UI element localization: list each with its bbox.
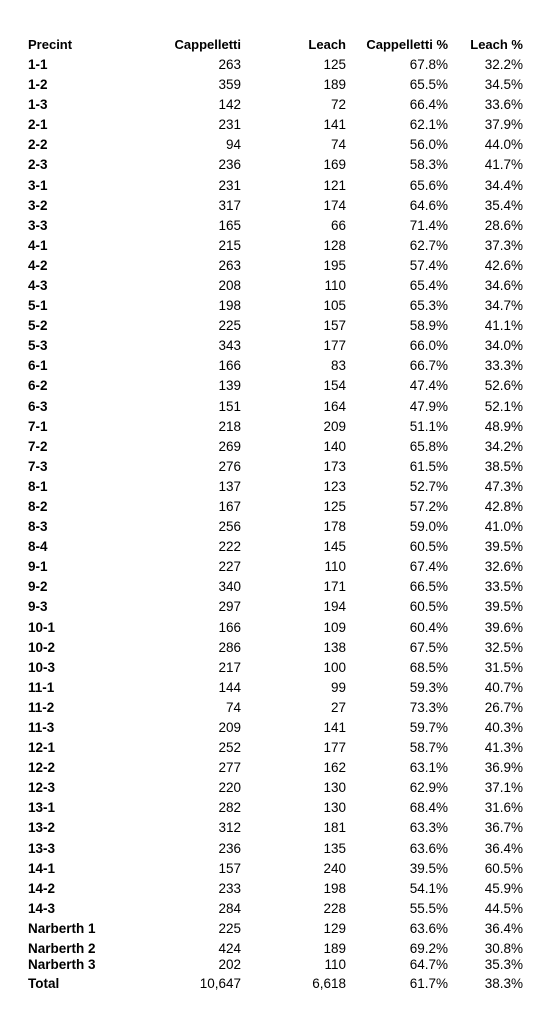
cappelletti-votes-cell: 263 [218, 57, 241, 72]
cappelletti-votes-cell: 282 [218, 800, 241, 815]
precinct-cell: 4-1 [28, 238, 48, 253]
cappelletti-votes-cell: 157 [218, 861, 241, 876]
table-row [0, 115, 547, 135]
cappelletti-pct-cell: 67.4% [409, 559, 448, 574]
leach-votes-cell: 138 [323, 640, 346, 655]
table-row [0, 75, 547, 95]
leach-pct-cell: 37.3% [484, 238, 523, 253]
table-row [0, 155, 547, 175]
cappelletti-pct-cell: 51.1% [409, 419, 448, 434]
leach-votes-cell: 129 [323, 921, 346, 936]
precinct-cell: Narberth 3 [28, 957, 96, 972]
precinct-cell: 2-1 [28, 117, 48, 132]
leach-pct-cell: 38.5% [484, 459, 523, 474]
table-row [0, 859, 547, 879]
cappelletti-votes-cell: 74 [225, 700, 241, 715]
cappelletti-votes-cell: 233 [218, 881, 241, 896]
cappelletti-votes-cell: 198 [218, 298, 241, 313]
leach-pct-cell: 36.7% [484, 820, 523, 835]
column-header-precinct: Precint [28, 37, 73, 52]
table-row [0, 517, 547, 537]
cappelletti-votes-cell: 222 [218, 539, 241, 554]
precinct-cell: 13-2 [28, 820, 56, 835]
table-row [0, 336, 547, 356]
cappelletti-votes-cell: 139 [218, 378, 241, 393]
precinct-cell: 10-2 [28, 640, 56, 655]
leach-votes-cell: 141 [323, 720, 346, 735]
leach-votes-cell: 141 [323, 117, 346, 132]
leach-pct-cell: 42.6% [484, 258, 523, 273]
leach-votes-cell: 128 [323, 238, 346, 253]
cappelletti-votes-cell: 424 [218, 941, 241, 956]
leach-votes-cell: 130 [323, 800, 346, 815]
leach-pct-cell: 52.6% [484, 378, 523, 393]
cappelletti-pct-cell: 65.5% [409, 77, 448, 92]
precinct-cell: Narberth 1 [28, 921, 96, 936]
table-row [0, 718, 547, 738]
cappelletti-pct-cell: 59.7% [409, 720, 448, 735]
leach-votes-cell: 189 [323, 941, 346, 956]
cappelletti-pct-cell: 58.3% [409, 157, 448, 172]
cappelletti-votes-cell: 94 [225, 137, 241, 152]
table-row [0, 955, 547, 975]
table-row [0, 839, 547, 859]
cappelletti-pct-cell: 71.4% [409, 218, 448, 233]
cappelletti-pct-cell: 61.7% [409, 976, 448, 991]
precinct-cell: 5-3 [28, 338, 48, 353]
leach-votes-cell: 174 [323, 198, 346, 213]
precinct-cell: 12-2 [28, 760, 56, 775]
cappelletti-votes-cell: 263 [218, 258, 241, 273]
leach-votes-cell: 130 [323, 780, 346, 795]
cappelletti-pct-cell: 62.9% [409, 780, 448, 795]
precinct-cell: 12-3 [28, 780, 56, 795]
leach-pct-cell: 30.8% [484, 941, 523, 956]
cappelletti-votes-cell: 220 [218, 780, 241, 795]
precinct-cell: 4-3 [28, 278, 48, 293]
cappelletti-pct-cell: 66.7% [409, 358, 448, 373]
cappelletti-pct-cell: 62.7% [409, 238, 448, 253]
precinct-cell: 1-2 [28, 77, 48, 92]
cappelletti-pct-cell: 68.4% [409, 800, 448, 815]
cappelletti-pct-cell: 39.5% [409, 861, 448, 876]
leach-votes-cell: 99 [330, 680, 346, 695]
precinct-cell: 10-3 [28, 660, 56, 675]
leach-pct-cell: 39.6% [484, 620, 523, 635]
leach-pct-cell: 33.3% [484, 358, 523, 373]
leach-votes-cell: 177 [323, 338, 346, 353]
cappelletti-pct-cell: 58.7% [409, 740, 448, 755]
leach-pct-cell: 36.4% [484, 921, 523, 936]
leach-pct-cell: 32.5% [484, 640, 523, 655]
precinct-cell: 10-1 [28, 620, 56, 635]
leach-votes-cell: 240 [323, 861, 346, 876]
precinct-cell: Total [28, 976, 60, 991]
cappelletti-votes-cell: 166 [218, 358, 241, 373]
table-row [0, 477, 547, 497]
cappelletti-pct-cell: 68.5% [409, 660, 448, 675]
cappelletti-votes-cell: 317 [218, 198, 241, 213]
leach-votes-cell: 100 [323, 660, 346, 675]
leach-votes-cell: 66 [330, 218, 346, 233]
table-row [0, 95, 547, 115]
cappelletti-votes-cell: 256 [218, 519, 241, 534]
cappelletti-votes-cell: 209 [218, 720, 241, 735]
leach-pct-cell: 35.3% [484, 957, 523, 972]
cappelletti-votes-cell: 215 [218, 238, 241, 253]
leach-pct-cell: 39.5% [484, 539, 523, 554]
leach-votes-cell: 173 [323, 459, 346, 474]
cappelletti-pct-cell: 67.8% [409, 57, 448, 72]
precinct-cell: 5-1 [28, 298, 48, 313]
cappelletti-pct-cell: 73.3% [409, 700, 448, 715]
precinct-cell: 11-2 [28, 700, 55, 715]
cappelletti-pct-cell: 66.5% [409, 579, 448, 594]
cappelletti-votes-cell: 231 [218, 117, 241, 132]
leach-votes-cell: 125 [323, 499, 346, 514]
table-row [0, 798, 547, 818]
cappelletti-pct-cell: 69.2% [409, 941, 448, 956]
precinct-cell: 8-1 [28, 479, 48, 494]
precinct-cell: 7-1 [28, 419, 48, 434]
leach-votes-cell: 121 [323, 178, 346, 193]
leach-votes-cell: 140 [323, 439, 346, 454]
table-row [0, 397, 547, 417]
leach-votes-cell: 198 [323, 881, 346, 896]
cappelletti-votes-cell: 227 [218, 559, 241, 574]
leach-pct-cell: 60.5% [484, 861, 523, 876]
table-row [0, 196, 547, 216]
column-header-leach-pct: Leach % [470, 37, 523, 52]
table-row [0, 597, 547, 617]
precinct-cell: 14-2 [28, 881, 56, 896]
table-row [0, 557, 547, 577]
table-row [0, 698, 547, 718]
cappelletti-pct-cell: 65.8% [409, 439, 448, 454]
cappelletti-pct-cell: 58.9% [409, 318, 448, 333]
precinct-cell: 7-3 [28, 459, 48, 474]
table-row [0, 356, 547, 376]
leach-votes-cell: 105 [323, 298, 346, 313]
precinct-cell: 9-3 [28, 599, 48, 614]
cappelletti-votes-cell: 236 [218, 841, 241, 856]
leach-votes-cell: 164 [323, 399, 346, 414]
precinct-cell: 8-2 [28, 499, 48, 514]
cappelletti-pct-cell: 63.3% [409, 820, 448, 835]
leach-votes-cell: 157 [323, 318, 346, 333]
precinct-cell: 3-1 [28, 178, 48, 193]
cappelletti-pct-cell: 60.4% [409, 620, 448, 635]
precinct-cell: 14-1 [28, 861, 56, 876]
leach-votes-cell: 125 [323, 57, 346, 72]
precinct-cell: 14-3 [28, 901, 56, 916]
table-row [0, 577, 547, 597]
precinct-cell: 8-3 [28, 519, 48, 534]
cappelletti-votes-cell: 218 [218, 419, 241, 434]
precinct-cell: Narberth 2 [28, 941, 96, 956]
table-row [0, 216, 547, 236]
leach-pct-cell: 31.6% [484, 800, 523, 815]
leach-pct-cell: 34.0% [484, 338, 523, 353]
cappelletti-pct-cell: 56.0% [409, 137, 448, 152]
leach-votes-cell: 194 [323, 599, 346, 614]
cappelletti-pct-cell: 60.5% [409, 599, 448, 614]
precinct-cell: 6-3 [28, 399, 48, 414]
cappelletti-pct-cell: 66.0% [409, 338, 448, 353]
cappelletti-votes-cell: 297 [218, 599, 241, 614]
leach-pct-cell: 34.6% [484, 278, 523, 293]
leach-pct-cell: 44.5% [484, 901, 523, 916]
table-row [0, 738, 547, 758]
precinct-cell: 2-3 [28, 157, 48, 172]
column-header-cappelletti-pct: Cappelletti % [366, 37, 448, 52]
cappelletti-votes-cell: 202 [218, 957, 241, 972]
column-header-cappelletti: Cappelletti [174, 37, 241, 52]
table-header [0, 35, 547, 55]
leach-pct-cell: 41.7% [484, 157, 523, 172]
table-row [0, 818, 547, 838]
precinct-cell: 9-1 [28, 559, 48, 574]
leach-pct-cell: 37.9% [484, 117, 523, 132]
cappelletti-votes-cell: 286 [218, 640, 241, 655]
cappelletti-votes-cell: 137 [218, 479, 241, 494]
cappelletti-pct-cell: 62.1% [409, 117, 448, 132]
table-row [0, 437, 547, 457]
leach-votes-cell: 181 [323, 820, 346, 835]
cappelletti-votes-cell: 252 [218, 740, 241, 755]
precinct-cell: 13-1 [28, 800, 56, 815]
cappelletti-pct-cell: 63.6% [409, 841, 448, 856]
table-row [0, 537, 547, 557]
table-row [0, 236, 547, 256]
cappelletti-pct-cell: 66.4% [409, 97, 448, 112]
leach-pct-cell: 33.6% [484, 97, 523, 112]
leach-votes-cell: 83 [330, 358, 346, 373]
table-row [0, 758, 547, 778]
precinct-cell: 1-1 [28, 57, 48, 72]
leach-votes-cell: 195 [323, 258, 346, 273]
leach-pct-cell: 33.5% [484, 579, 523, 594]
cappelletti-votes-cell: 142 [218, 97, 241, 112]
cappelletti-votes-cell: 277 [218, 760, 241, 775]
cappelletti-pct-cell: 65.6% [409, 178, 448, 193]
table-row [0, 658, 547, 678]
table-row [0, 316, 547, 336]
precinct-cell: 5-2 [28, 318, 48, 333]
cappelletti-votes-cell: 284 [218, 901, 241, 916]
table-row [0, 899, 547, 919]
leach-pct-cell: 40.7% [484, 680, 523, 695]
cappelletti-pct-cell: 61.5% [409, 459, 448, 474]
cappelletti-pct-cell: 57.2% [409, 499, 448, 514]
cappelletti-pct-cell: 59.0% [409, 519, 448, 534]
precinct-cell: 1-3 [28, 97, 48, 112]
cappelletti-votes-cell: 276 [218, 459, 241, 474]
total-row [0, 974, 547, 994]
leach-pct-cell: 52.1% [484, 399, 523, 414]
cappelletti-pct-cell: 63.6% [409, 921, 448, 936]
leach-votes-cell: 154 [323, 378, 346, 393]
cappelletti-pct-cell: 65.3% [409, 298, 448, 313]
cappelletti-pct-cell: 60.5% [409, 539, 448, 554]
cappelletti-votes-cell: 225 [218, 921, 241, 936]
table-row [0, 135, 547, 155]
leach-votes-cell: 110 [324, 278, 346, 293]
leach-votes-cell: 109 [323, 620, 346, 635]
precinct-cell: 7-2 [28, 439, 48, 454]
precinct-cell: 2-2 [28, 137, 48, 152]
cappelletti-votes-cell: 269 [218, 439, 241, 454]
leach-pct-cell: 34.5% [484, 77, 523, 92]
cappelletti-votes-cell: 10,647 [199, 976, 241, 991]
cappelletti-votes-cell: 236 [218, 157, 241, 172]
cappelletti-pct-cell: 52.7% [409, 479, 448, 494]
leach-votes-cell: 74 [330, 137, 346, 152]
leach-pct-cell: 42.8% [484, 499, 523, 514]
leach-pct-cell: 37.1% [484, 780, 523, 795]
cappelletti-votes-cell: 359 [218, 77, 241, 92]
cappelletti-votes-cell: 217 [218, 660, 241, 675]
precinct-cell: 13-3 [28, 841, 56, 856]
table-row [0, 176, 547, 196]
cappelletti-pct-cell: 64.7% [409, 957, 448, 972]
table-row [0, 457, 547, 477]
leach-pct-cell: 34.7% [484, 298, 523, 313]
leach-pct-cell: 41.3% [484, 740, 523, 755]
cappelletti-pct-cell: 59.3% [409, 680, 448, 695]
leach-votes-cell: 6,618 [312, 976, 346, 991]
table-row [0, 638, 547, 658]
leach-votes-cell: 171 [323, 579, 346, 594]
table-row [0, 276, 547, 296]
cappelletti-pct-cell: 65.4% [409, 278, 448, 293]
leach-pct-cell: 36.9% [484, 760, 523, 775]
cappelletti-pct-cell: 47.4% [409, 378, 448, 393]
leach-pct-cell: 41.0% [484, 519, 523, 534]
leach-pct-cell: 28.6% [484, 218, 523, 233]
leach-votes-cell: 228 [323, 901, 346, 916]
cappelletti-pct-cell: 47.9% [409, 399, 448, 414]
leach-votes-cell: 162 [323, 760, 346, 775]
leach-votes-cell: 72 [330, 97, 346, 112]
cappelletti-votes-cell: 165 [218, 218, 241, 233]
cappelletti-pct-cell: 63.1% [409, 760, 448, 775]
cappelletti-votes-cell: 167 [218, 499, 241, 514]
precinct-cell: 4-2 [28, 258, 48, 273]
table-row [0, 879, 547, 899]
leach-pct-cell: 35.4% [484, 198, 523, 213]
cappelletti-pct-cell: 57.4% [409, 258, 448, 273]
precinct-cell: 9-2 [28, 579, 48, 594]
leach-votes-cell: 177 [323, 740, 346, 755]
table-row [0, 618, 547, 638]
leach-pct-cell: 48.9% [484, 419, 523, 434]
table-row [0, 778, 547, 798]
leach-votes-cell: 169 [323, 157, 346, 172]
leach-votes-cell: 178 [323, 519, 346, 534]
cappelletti-votes-cell: 208 [218, 278, 241, 293]
table-row [0, 376, 547, 396]
cappelletti-pct-cell: 67.5% [409, 640, 448, 655]
precinct-cell: 3-3 [28, 218, 48, 233]
leach-votes-cell: 145 [323, 539, 346, 554]
cappelletti-votes-cell: 231 [218, 178, 241, 193]
precinct-cell: 6-1 [28, 358, 48, 373]
leach-pct-cell: 34.2% [484, 439, 523, 454]
cappelletti-votes-cell: 166 [218, 620, 241, 635]
column-header-leach: Leach [308, 37, 346, 52]
leach-pct-cell: 36.4% [484, 841, 523, 856]
leach-pct-cell: 40.3% [484, 720, 523, 735]
cappelletti-pct-cell: 54.1% [409, 881, 448, 896]
leach-pct-cell: 34.4% [484, 178, 523, 193]
precinct-cell: 3-2 [28, 198, 48, 213]
leach-pct-cell: 26.7% [484, 700, 523, 715]
precinct-cell: 6-2 [28, 378, 48, 393]
leach-pct-cell: 32.6% [484, 559, 523, 574]
cappelletti-votes-cell: 144 [218, 680, 241, 695]
cappelletti-pct-cell: 55.5% [409, 901, 448, 916]
table-row [0, 256, 547, 276]
precinct-cell: 11-1 [28, 680, 55, 695]
leach-pct-cell: 44.0% [484, 137, 523, 152]
table-row [0, 296, 547, 316]
cappelletti-votes-cell: 340 [218, 579, 241, 594]
table-row [0, 417, 547, 437]
table-row [0, 678, 547, 698]
cappelletti-votes-cell: 312 [218, 820, 241, 835]
leach-pct-cell: 41.1% [484, 318, 523, 333]
precinct-cell: 12-1 [28, 740, 56, 755]
table-row [0, 919, 547, 939]
leach-votes-cell: 135 [323, 841, 346, 856]
leach-votes-cell: 123 [323, 479, 346, 494]
leach-votes-cell: 110 [324, 957, 346, 972]
leach-votes-cell: 209 [323, 419, 346, 434]
leach-votes-cell: 110 [324, 559, 346, 574]
table-row [0, 55, 547, 75]
leach-pct-cell: 47.3% [484, 479, 523, 494]
leach-votes-cell: 27 [330, 700, 346, 715]
leach-pct-cell: 31.5% [484, 660, 523, 675]
cappelletti-votes-cell: 343 [218, 338, 241, 353]
leach-pct-cell: 38.3% [484, 976, 523, 991]
cappelletti-pct-cell: 64.6% [409, 198, 448, 213]
cappelletti-votes-cell: 225 [218, 318, 241, 333]
precinct-cell: 11-3 [28, 720, 55, 735]
leach-votes-cell: 189 [323, 77, 346, 92]
table-row [0, 497, 547, 517]
cappelletti-votes-cell: 151 [218, 399, 241, 414]
leach-pct-cell: 32.2% [484, 57, 523, 72]
precinct-cell: 8-4 [28, 539, 48, 554]
leach-pct-cell: 39.5% [484, 599, 523, 614]
leach-pct-cell: 45.9% [484, 881, 523, 896]
